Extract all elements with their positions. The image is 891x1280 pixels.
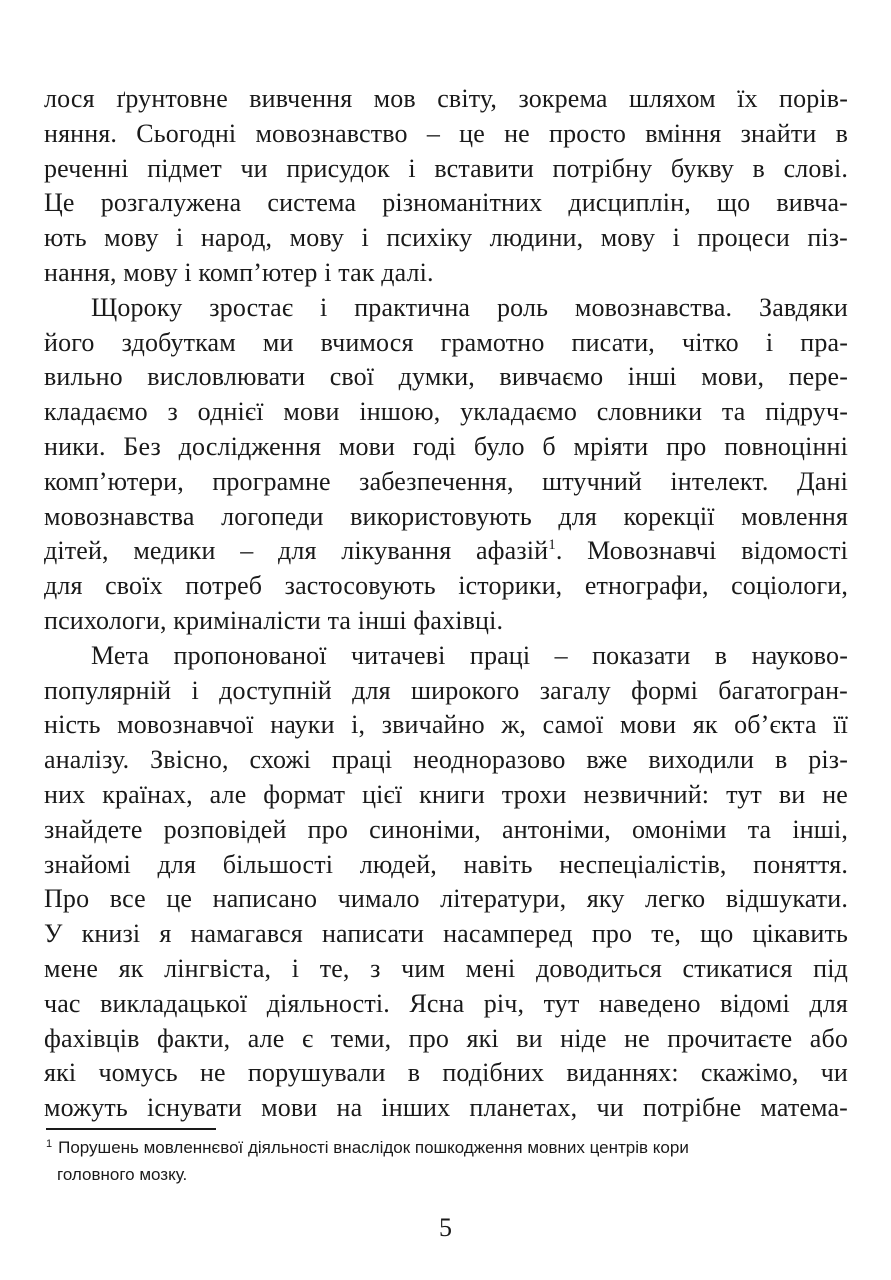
- text-line: ники. Без дослідження мови годі було б мріяти про повноцінні: [44, 431, 848, 461]
- text-line: Мета пропонованої читачеві праці – показати в науково-: [91, 640, 848, 670]
- text-line: ність мовознавчої науки і, звичайно ж, самої мови як об’єкта її: [44, 710, 848, 740]
- footnote-text: Порушень мовленнєвої діяльності внаслідок пошкодження мовних центрів кори: [58, 1138, 689, 1157]
- footnote-separator: [46, 1128, 216, 1130]
- text-line: фахівців факти, але є теми, про які ви ніде не прочитаєте або: [44, 1023, 848, 1053]
- page-body: [44, 82, 848, 1126]
- text-line: них країнах, але формат цієї книги трохи незвичний: тут ви не: [44, 779, 848, 809]
- footnote-marker: 1: [46, 1138, 53, 1150]
- footnote-reference[interactable]: 1: [548, 537, 556, 554]
- text-line: Про все це написано чимало літератури, яку легко відшукати.: [44, 884, 848, 914]
- text-line: можуть існувати мови на інших планетах, чи потрібне матема-: [44, 1093, 848, 1123]
- text-line: реченні підмет чи присудок і вставити потрібну букву в слові.: [44, 153, 848, 183]
- text-line: нання, мову і комп’ютер і так далі.: [44, 257, 434, 287]
- text-line: лося ґрунтовне вивчення мов світу, зокрема шляхом їх порів-: [44, 84, 848, 113]
- text-fragment: дітей, медики – для лікування афазій: [44, 536, 549, 566]
- text-line: психологи, криміналісти та інші фахівці.: [44, 605, 504, 635]
- footnote-line: [46, 1134, 846, 1161]
- text-fragment: . Мовознавчі відомості: [555, 536, 849, 566]
- text-line: знайомі для більшості людей, навіть неспеціалістів, поняття.: [44, 849, 848, 879]
- page-number: 5: [439, 1213, 452, 1242]
- text-line-with-footnote: [44, 534, 848, 569]
- text-line: комп’ютери, програмне забезпечення, штучний інтелект. Дані: [44, 466, 848, 496]
- text-line: популярній і доступній для широкого загалу формі багатогран-: [44, 675, 848, 705]
- text-line: ють мову і народ, мову і психіку людини, мову і процеси піз-: [44, 223, 848, 253]
- footnote: [46, 1134, 846, 1188]
- text-line: Це розгалужена система різноманітних дисциплін, що вивча-: [44, 188, 848, 218]
- text-line: для своїх потреб застосовують історики, етнографи, соціологи,: [44, 571, 848, 601]
- text-line: мовознавства логопеди використовують для корекції мовлення: [44, 501, 848, 531]
- text-line: які чомусь не порушували в подібних виданнях: скажімо, чи: [44, 1058, 848, 1088]
- text-line: знайдете розповідей про синоніми, антоніми, омоніми та інші,: [44, 814, 848, 844]
- text-line: няння. Сьогодні мовознавство – це не просто вміння знайти в: [44, 118, 848, 148]
- text-line: час викладацької діяльності. Ясна річ, тут наведено відомі для: [44, 988, 848, 1018]
- text-line: У книзі я намагався написати насамперед про те, що цікавить: [44, 919, 848, 949]
- text-line: мене як лінгвіста, і те, з чим мені доводиться стикатися під: [44, 953, 848, 983]
- text-line: Щороку зростає і практична роль мовознавства. Завдяки: [91, 292, 848, 322]
- text-line: аналізу. Звісно, схожі праці неодноразово вже виходили в різ-: [44, 745, 848, 775]
- text-line: його здобуткам ми вчимося грамотно писати, чітко і пра-: [44, 327, 848, 357]
- text-line: кладаємо з однієї мови іншою, укладаємо словники та підруч-: [44, 397, 848, 427]
- footnote-line: головного мозку.: [57, 1165, 188, 1184]
- text-line: вильно висловлювати свої думки, вивчаємо інші мови, пере-: [44, 362, 848, 392]
